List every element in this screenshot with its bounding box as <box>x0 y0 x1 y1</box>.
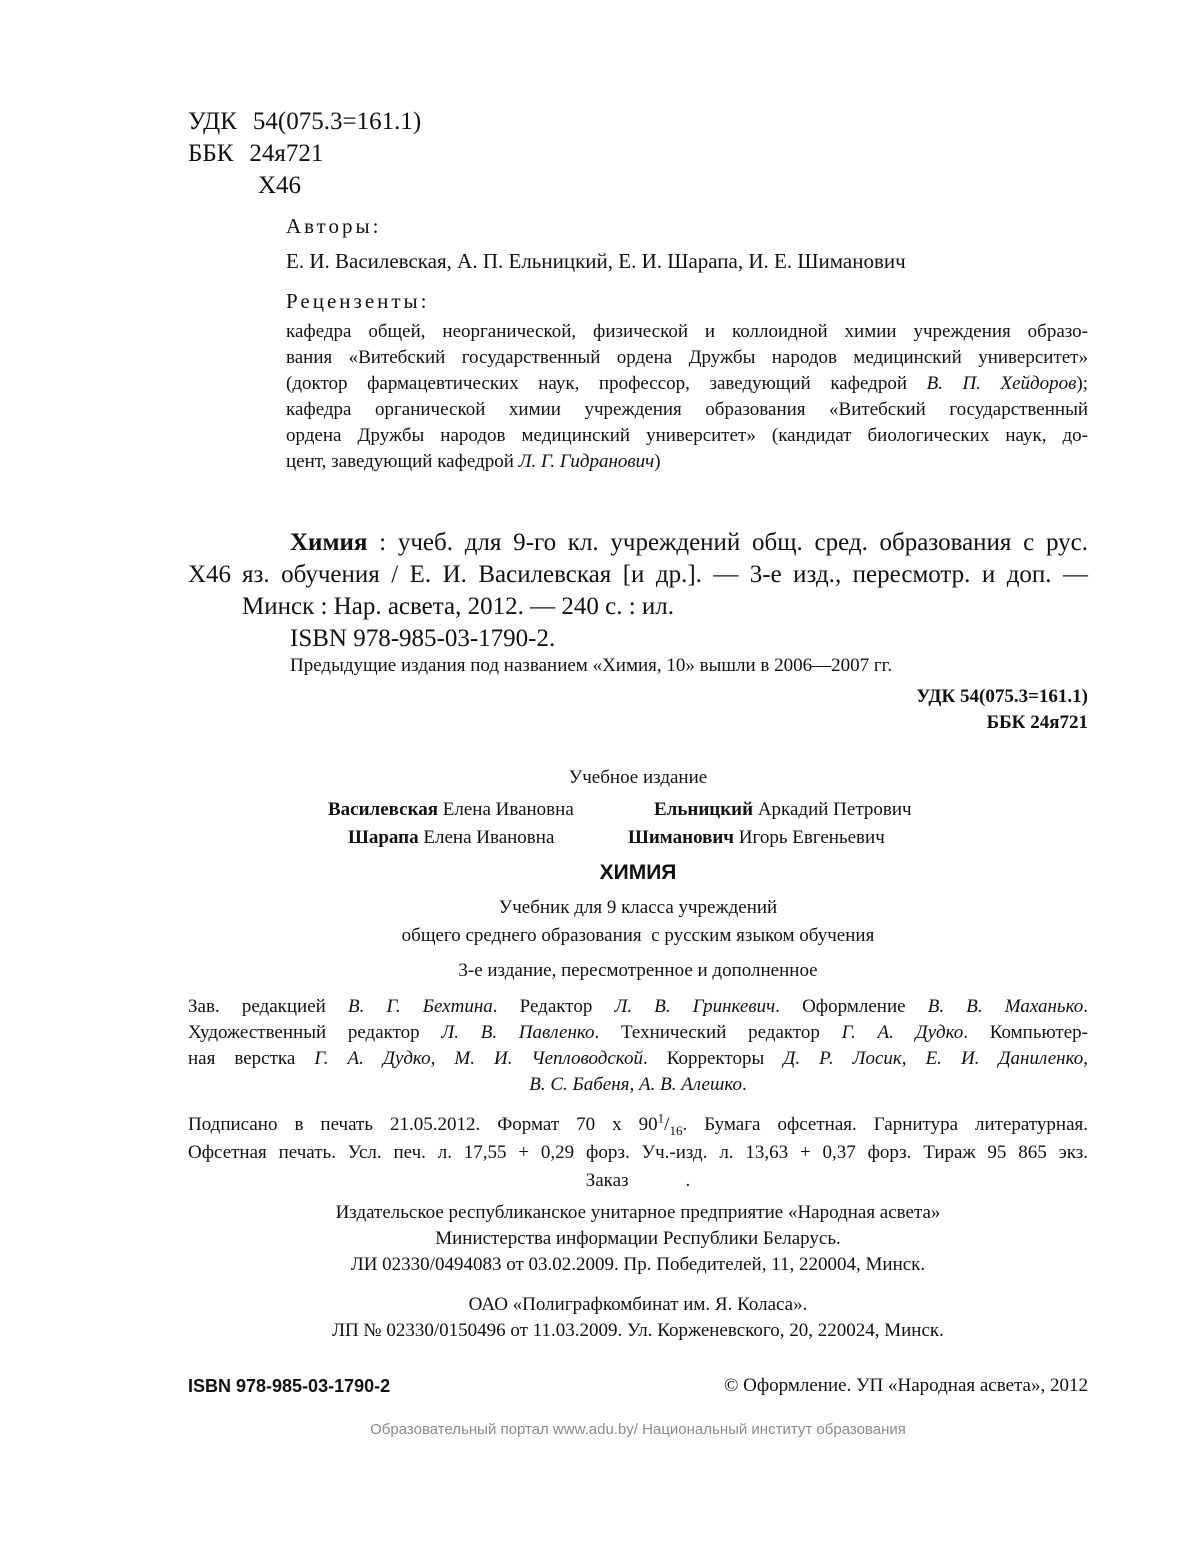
author-1 <box>328 799 574 821</box>
reviewer-name-1: В. П. Хейдоров <box>926 373 1077 394</box>
credits-text: . Технический редактор <box>594 1022 842 1043</box>
publisher-line-1: Издательское республиканское унитарное предприятие «Народная асвета» <box>335 1202 941 1223</box>
credits-text: . <box>742 1074 747 1095</box>
author-1-first: Елена Ивановна <box>438 799 574 820</box>
print-text: . Бумага офсетная. Гарнитура литературная. <box>682 1114 1089 1135</box>
print-text: Подписано в печать 21.05.2012. Формат 70 x 90 <box>188 1114 658 1135</box>
reviewers-heading: Рецензенты: <box>286 289 430 313</box>
credit-name: В. В. Маханько <box>927 996 1084 1017</box>
credits-line-2 <box>188 1022 1088 1044</box>
author-4 <box>628 827 885 849</box>
credit-name: В. С. Бабеня, А. В. Алешко <box>529 1074 742 1095</box>
udk-label: УДК <box>188 108 237 135</box>
reviewers-line-3-end: ); <box>1076 373 1088 394</box>
credits-text: . Компьютер- <box>963 1022 1088 1043</box>
print-order: Заказ . <box>585 1170 691 1191</box>
author-3 <box>348 827 554 849</box>
bottom-isbn: ISBN 978-985-03-1790-2 <box>188 1376 391 1396</box>
bib-note: Предыдущие издания под названием «Химия, 10» вышли в 2006—2007 гг. <box>290 655 893 676</box>
reviewers-line-3 <box>286 373 1088 395</box>
book-subtitle-2: общего среднего образования с русским языком обучения <box>401 925 875 946</box>
credit-name: Г. А. Дудко <box>841 1022 964 1043</box>
printer-line-1: ОАО «Полиграфкомбинат им. Я. Коласа». <box>468 1294 808 1315</box>
bbk-line <box>188 140 323 168</box>
authors-heading: Авторы: <box>286 214 382 238</box>
bbk-value: 24я721 <box>249 140 324 167</box>
author-4-last: Шиманович <box>628 827 735 848</box>
reviewers-line-5: ордена Дружбы народов медицинский университет» (кандидат биологических наук, до- <box>286 425 1088 446</box>
author-4-first: Игорь Евгеньевич <box>734 827 885 848</box>
credits-line-4 <box>188 1074 1088 1096</box>
credits-text: . Оформление <box>775 996 928 1017</box>
portal-footer: Образовательный портал www.adu.by/ Национальный институт образования <box>370 1421 906 1438</box>
author-1-last: Василевская <box>328 799 439 820</box>
credits-text: , <box>1083 1048 1088 1069</box>
author-2 <box>654 799 912 821</box>
bib-bbk-right: ББК 24я721 <box>986 712 1088 733</box>
author-mark: Х46 <box>258 172 302 199</box>
reviewer-name-2: Л. Г. Гидранович <box>518 451 655 472</box>
bib-line-1 <box>290 529 1088 557</box>
reviewers-line-2: вания «Витебский государственный ордена Дружбы народов медицинский университет» <box>286 347 1088 368</box>
authors-names: Е. И. Василевская, А. П. Ельницкий, Е. И. Шарапа, И. Е. Шиманович <box>286 249 906 273</box>
print-line-1 <box>188 1110 1089 1138</box>
credit-name: В. Г. Бехтина <box>347 996 493 1017</box>
reviewers-line-1: кафедра общей, неорганической, физической и коллоидной химии учреждения образо- <box>286 321 1088 342</box>
credit-name: Г. А. Дудко, М. И. Чепловодской <box>314 1048 643 1069</box>
author-2-last: Ельницкий <box>654 799 754 820</box>
book-subtitle-1: Учебник для 9 класса учреждений <box>498 897 778 918</box>
book-title: ХИМИЯ <box>599 861 677 884</box>
credits-text: . Редактор <box>492 996 615 1017</box>
bib-title: Химия <box>290 529 368 556</box>
credits-line-3 <box>188 1048 1088 1070</box>
udk-value: 54(075.3=161.1) <box>252 108 422 135</box>
author-3-last: Шарапа <box>348 827 419 848</box>
publisher-line-2: Министерства информации Республики Беларусь. <box>435 1228 841 1249</box>
credits-text: Художественный редактор <box>188 1022 442 1043</box>
credits-line-1 <box>188 996 1088 1018</box>
reviewers-line-6-text: цент, заведующий кафедрой <box>286 451 519 472</box>
bib-line-1-text: : учеб. для 9-го кл. учреждений общ. сред. образования с рус. <box>367 529 1088 556</box>
reviewers-line-4: кафедра органической химии учреждения образования «Витебский государственный <box>286 399 1088 420</box>
bib-isbn: ISBN 978-985-03-1790-2. <box>290 625 556 652</box>
bib-udk-right: УДК 54(075.3=161.1) <box>916 686 1088 707</box>
udk-line <box>188 108 421 136</box>
bib-mark: Х46 <box>188 561 232 588</box>
credit-name: Л. В. Гринкевич <box>614 996 776 1017</box>
bib-line-2: яз. обучения / Е. И. Василевская [и др.]. — 3-е изд., пересмотр. и доп. — <box>242 561 1088 588</box>
format-sub: 16 <box>669 1122 683 1138</box>
credit-name: Д. Р. Лосик, Е. И. Даниленко <box>783 1048 1084 1069</box>
author-2-first: Аркадий Петрович <box>753 799 912 820</box>
credits-text: . <box>1083 996 1088 1017</box>
credit-name: Л. В. Павленко <box>441 1022 595 1043</box>
printer-line-2: ЛП № 02330/0150496 от 11.03.2009. Ул. Корженевского, 20, 220024, Минск. <box>332 1320 944 1341</box>
reviewers-line-6-end: ) <box>654 451 661 472</box>
credits-text: ная верстка <box>188 1048 315 1069</box>
edition-type: Учебное издание <box>568 767 708 788</box>
publisher-line-3: ЛИ 02330/0494083 от 03.02.2009. Пр. Победителей, 11, 220004, Минск. <box>350 1254 926 1275</box>
format-sup: 1 <box>657 1110 665 1126</box>
reviewers-line-6 <box>286 451 661 473</box>
reviewers-line-3-text: (доктор фармацевтических наук, профессор, заведующий кафедрой <box>286 373 927 394</box>
bib-line-3: Минск : Нар. асвета, 2012. — 240 с. : ил. <box>242 593 674 620</box>
format-slash: / <box>664 1114 670 1135</box>
credits-text: Зав. редакцией <box>188 996 348 1017</box>
copyright: © Оформление. УП «Народная асвета», 2012 <box>723 1375 1088 1396</box>
print-line-2: Офсетная печать. Усл. печ. л. 17,55 + 0,29 форз. Уч.-изд. л. 13,63 + 0,37 форз. Тираж 95 865 экз. <box>188 1142 1088 1163</box>
credits-text: . Корректоры <box>642 1048 784 1069</box>
bbk-label: ББК <box>188 140 234 167</box>
author-3-first: Елена Ивановна <box>418 827 555 848</box>
edition-note: 3-е издание, пересмотренное и дополненное <box>458 960 818 981</box>
